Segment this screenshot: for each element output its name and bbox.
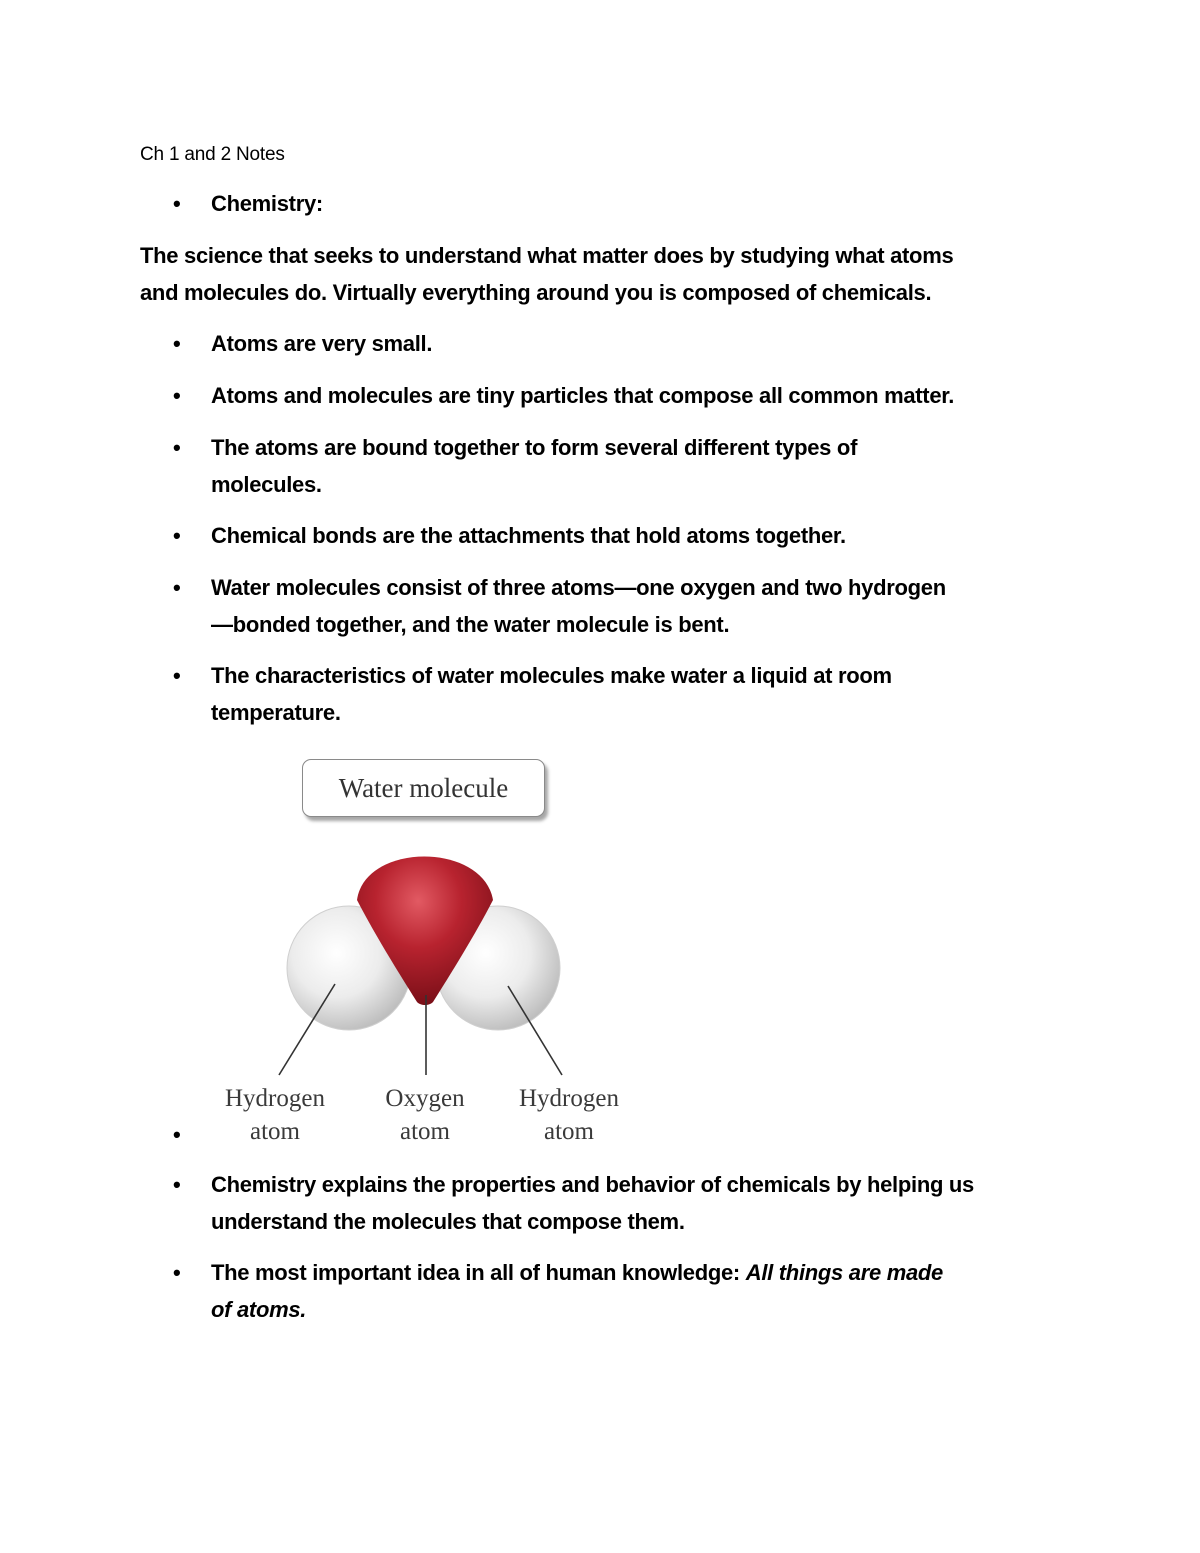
label-line: atom xyxy=(544,1118,594,1145)
bullet-glyph: • xyxy=(173,1172,181,1197)
bullet-text-line: molecules. xyxy=(211,472,322,497)
hydrogen-label-right xyxy=(503,1082,635,1148)
hydrogen-label-left xyxy=(209,1082,341,1148)
final-bullet-emphasis: of atoms. xyxy=(211,1297,307,1322)
bullet-glyph: • xyxy=(173,575,181,600)
bullet-text-line: —bonded together, and the water molecule is bent. xyxy=(211,612,730,637)
bullet-text: Chemistry: xyxy=(211,191,323,216)
bullet-glyph: • xyxy=(173,1260,181,1285)
final-bullet-lead: The most important idea in all of human knowledge: xyxy=(211,1260,746,1285)
final-bullet-emphasis: All things are made xyxy=(745,1260,943,1285)
page-title: Ch 1 and 2 Notes xyxy=(140,144,285,165)
bullet-glyph: • xyxy=(173,523,181,548)
bullet-text-line: Water molecules consist of three atoms—one oxygen and two hydrogen xyxy=(211,575,946,600)
bullet-glyph: • xyxy=(173,663,181,688)
bullet-text: Atoms and molecules are tiny particles that compose all common matter. xyxy=(211,383,955,408)
bullet-glyph: • xyxy=(173,1122,181,1147)
bullet-text-line: temperature. xyxy=(211,700,341,725)
bullet-glyph: • xyxy=(173,331,181,356)
oxygen-label xyxy=(371,1082,479,1148)
label-line: Hydrogen xyxy=(519,1085,619,1112)
bullet-glyph: • xyxy=(173,383,181,408)
label-line: Oxygen xyxy=(385,1085,465,1112)
bullet-text: Chemical bonds are the attachments that hold atoms together. xyxy=(211,523,846,548)
label-line: atom xyxy=(400,1118,450,1145)
definition-paragraph xyxy=(140,237,1100,311)
bullet-text: Atoms are very small. xyxy=(211,331,433,356)
definition-line: The science that seeks to understand what matter does by studying what atoms xyxy=(140,243,954,268)
definition-line: and molecules do. Virtually everything around you is composed of chemicals. xyxy=(140,280,932,305)
label-line: Hydrogen xyxy=(225,1085,325,1112)
final-bullet-line-1 xyxy=(211,1254,1111,1291)
bullet-text-line: Chemistry explains the properties and behavior of chemicals by helping us xyxy=(211,1172,974,1197)
bullet-text-line: The atoms are bound together to form several different types of xyxy=(211,435,858,460)
bullet-glyph: • xyxy=(173,191,181,216)
figure-title: Water molecule xyxy=(302,759,545,817)
label-line: atom xyxy=(250,1118,300,1145)
bullet-text-line: The characteristics of water molecules make water a liquid at room xyxy=(211,663,892,688)
bullet-text-line: understand the molecules that compose them. xyxy=(211,1209,685,1234)
water-molecule-figure xyxy=(205,750,645,1150)
bullet-glyph: • xyxy=(173,435,181,460)
final-bullet-line-2 xyxy=(211,1291,1111,1328)
